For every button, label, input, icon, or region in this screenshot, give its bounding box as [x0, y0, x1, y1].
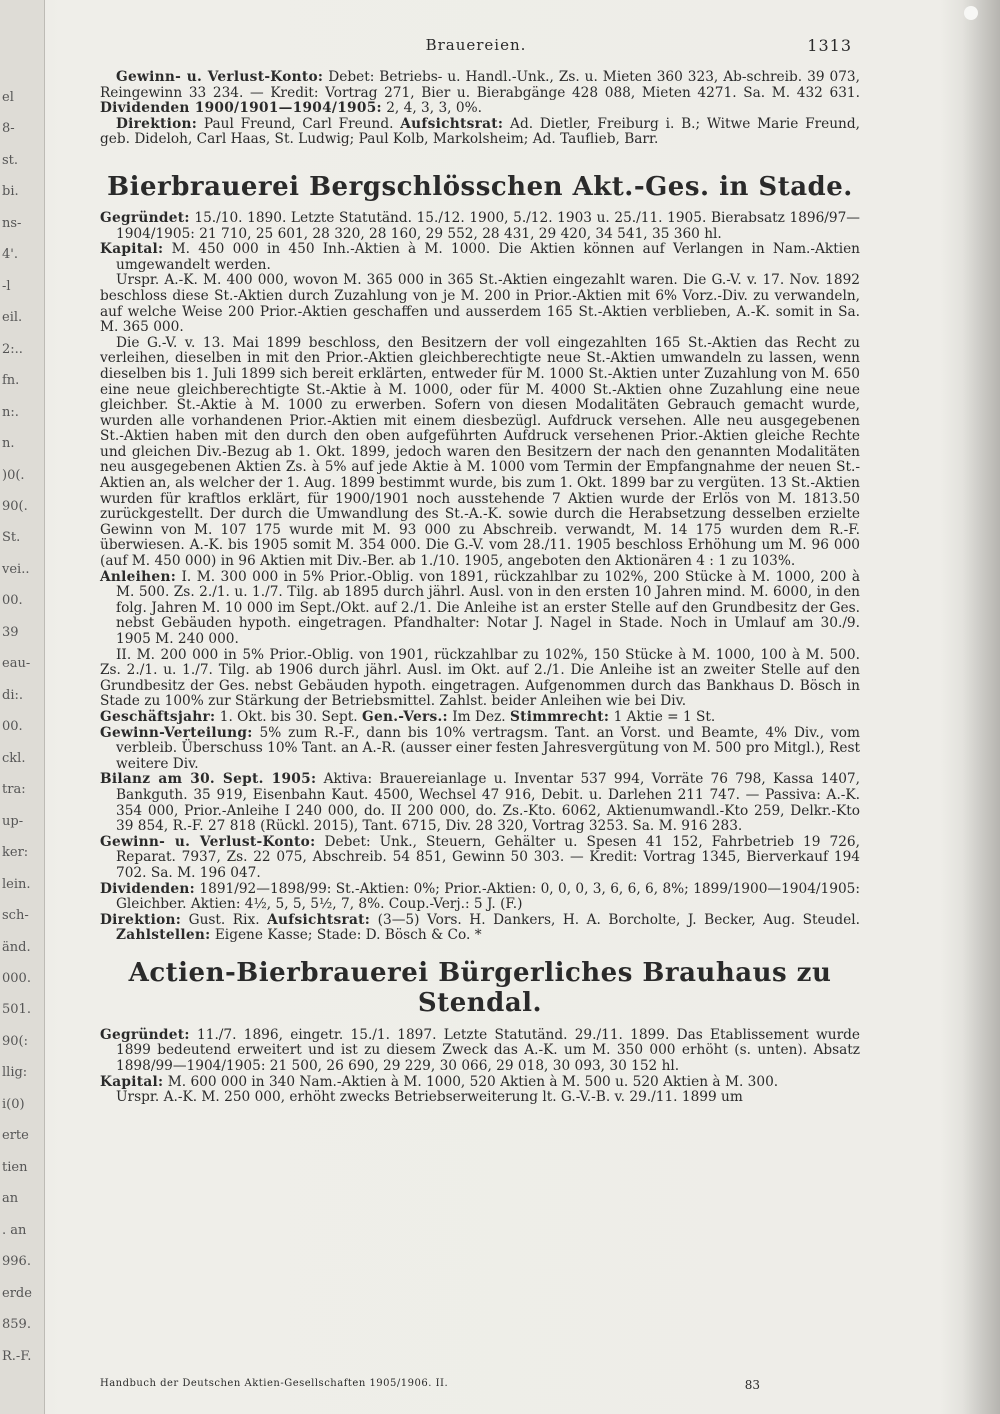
gutter-fragment: i(0): [2, 1096, 25, 1112]
guv-paragraph: [100, 835, 860, 882]
gutter-fragment: 4'.: [2, 247, 18, 263]
gutter-fragment: erde: [2, 1285, 32, 1301]
gutter-fragment: 90(.: [2, 499, 28, 515]
verteilung-text: 5% zum R.-F., dann bis 10% vertragsm. Tant. an Vorst. und Beamte, 4% Div., vom verbleib. Überschuss 10% Tant. an A.-R. (ausser einer festen Jahresvergütung von M. 500 pro Mitgl.), Rest weitere Div.: [116, 724, 860, 772]
gv-paragraph: Die G.-V. v. 13. Mai 1899 beschloss, den Besitzern der voll eingezahlten 165 St.-Aktien das Recht zu verleihen, dieselben in mit den Prior.-Aktien gleichberechtigte neue St.-Aktien umwandeln zu lassen, wenn dieselben bis 1. Juli 1899 sich bereit erklärten, entweder für M. 1000 St.-Aktien unter Zuzahlung von M. 650 eine neue gleichberechtigte St.-Aktie à M. 1000, oder für M. 4000 St.-Aktien ohne Zuzahlung eine neue gleichber. St.-Aktie à M. 1000 zu erwerben. Sofern von diesen Modalitäten Gebrauch gemacht wurde, wurden alle vorhandenen Prior.-Aktien mit einem diesbezügl. Aufdruck versehen. Alle neu ausgegebenen St.-Aktien haben mit den durch den oben aufgeführten Aufdruck versehenen Prior.-Aktien gleiche Rechte und gleichen Div.-Bezug ab 1. Okt. 1899, jedoch waren den Besitzern der nach den genannten Modalitäten neu ausgegebenen Aktien Zs. à 5% auf jede Aktie à M. 1000 vom Termin der Empfangnahme der neuen St.-Aktien an, als welcher der 1. Aug. 1899 bestimmt wurde, bis zum 1. Okt. 1899 bar zu vergüten. 13 St.-Aktien wurden für kraftlos erklärt, für 1900/1901 noch ausstehende 7 Aktien wurde der Erlös von M. 1813.50 zurückgestellt. Der durch die Umwandlung des St.-A.-K. sowie durch die Herabsetzung desselben erzielte Gewinn von M. 107 175 wurde mit M. 93 000 zu Abschreib. verwandt, M. 14 175 wurden dem R.-F. überwiesen. A.-K. bis 1905 somit M. 354 000. Die G.-V. vom 28./11. 1905 beschloss Erhöhung um M. 96 000 (auf M. 450 000) in 96 Aktien mit Div.-Ber. ab 1./10. 1905, angeboten den Aktionären 4 : 1 zu 103%.: [100, 334, 860, 570]
page-body: [100, 70, 860, 1106]
gutter-fragment: 00.: [2, 593, 23, 609]
gutter-fragment: -l: [2, 278, 11, 294]
gutter-fragment: tien: [2, 1159, 28, 1175]
bilanz-label: Bilanz am 30. Sept. 1905:: [100, 771, 317, 788]
gutter-fragment: n.: [2, 436, 15, 452]
gutter-fragment: up-: [2, 813, 24, 829]
company-heading-stade: Bierbrauerei Bergschlösschen Akt.-Ges. in Stade.: [107, 171, 853, 202]
gutter-fragment: 39: [2, 624, 19, 640]
gutter-fragment: 996.: [2, 1254, 31, 1270]
paper-spot: [964, 6, 978, 20]
dividenden-label: Dividenden 1900/1901—1904/1905:: [100, 100, 382, 117]
aufsichtsrat-text: Ad. Dietler, Freiburg i. B.; Witwe Marie Freund, geb. Dideloh, Carl Haas, St. Ludwig; Paul Kolb, Markolsheim; Ad. Tauflieb, Barr.: [100, 115, 860, 148]
kapital-stendal-label: Kapital:: [100, 1073, 164, 1090]
footer-signature-number: 83: [744, 1378, 760, 1392]
dividenden-stade-paragraph: [100, 882, 860, 913]
gutter-fragment: 90(:: [2, 1033, 28, 1049]
direktion-stade-text: Gust. Rix.: [181, 911, 260, 928]
gutter-fragment: änd.: [2, 939, 31, 955]
gegruendet-text: 15./10. 1890. Letzte Statutänd. 15./12. 1900, 5./12. 1903 u. 25./11. 1905. Bierabsatz 1896/97—1904/1905: 21 710, 25 601, 28 320, 28 160, 29 552, 28 431, 29 420, 34 541, 35 360 hl.: [116, 209, 860, 242]
direktion-stade-paragraph: [100, 913, 860, 944]
zahlstellen-label: Zahlstellen:: [116, 927, 211, 944]
gen-vers-text: Im Dez.: [447, 708, 506, 725]
kapital-paragraph: [100, 242, 860, 273]
guv-label: Gewinn- u. Verlust-Konto:: [100, 833, 316, 850]
gutter-fragment: lein.: [2, 876, 31, 892]
geschaeftsjahr-text: 1. Okt. bis 30. Sept.: [215, 708, 358, 725]
direktion-paragraph: [100, 117, 860, 148]
gutter-fragment: 000.: [2, 970, 31, 986]
gutter-fragment: an: [2, 1191, 19, 1207]
bilanz-text: Aktiva: Brauereianlage u. Inventar 537 994, Vorräte 76 798, Kassa 1407, Bankguth. 35 919, Eisenbahn Kaut. 4500, Wechsel 47 916, Debit. u. Darlehen 211 747. — Passiva: A.-K. 354 000, Prior.-Anleihe I 240 000, do. II 200 000, do. Zs.-Kto. 6062, Aktienumwandl.-Kto 259, Delkr.-Kto 39 854, R.-F. 27 818 (Rückl. 2015), Tant. 6715, Div. 28 320, Vortrag 3253. Sa. M. 916 283.: [116, 771, 860, 835]
guv-text: Debet: Unk., Steuern, Gehälter u. Spesen 41 152, Fahrbetrieb 19 726, Reparat. 7937, Zs. 22 075, Abschreib. 54 851, Gewinn 50 303. — Kredit: Vortrag 1345, Bierverkauf 194 702. Sa. M. 196 047.: [116, 833, 860, 881]
div-text: 1891/92—1898/99: St.-Aktien: 0%; Prior.-Aktien: 0, 0, 0, 3, 6, 6, 6, 8%; 1899/1900—1904/1905: Gleichber. Aktien: 4½, 5, 5, 5½, 7, 8%. Coup.-Verj.: 5 J. (F.): [116, 880, 860, 913]
gutter-fragment: di:.: [2, 687, 23, 703]
gutter-fragment: st.: [2, 152, 19, 168]
anleihen-ii-paragraph: II. M. 200 000 in 5% Prior.-Oblig. von 1901, rückzahlbar zu 102%, 150 Stücke à M. 1000, 100 à M. 500. Zs. 2./1. u. 1./7. Tilg. ab 1906 durch jährl. Ausl. im Okt. auf 2./1. Die Anleihe ist an zweiter Stelle auf den Grundbesitz der Ges. nebst Gebäuden hypoth. eingetragen. Aufgenommen durch das Bankhaus D. Bösch in Stade zu 100% zur Stärkung der Betriebsmittel. Zahlst. beider Anleihen wie bei Div.: [100, 646, 860, 710]
gutter-fragment: 859.: [2, 1317, 31, 1333]
kapital-text: M. 450 000 in 450 Inh.-Aktien à M. 1000. Die Aktien können auf Verlangen in Nam.-Aktien umgewandelt werden.: [116, 241, 860, 273]
gewinn-verlust-paragraph: [100, 70, 860, 117]
anleihen-paragraph: [100, 570, 860, 648]
gutter-fragment: bi.: [2, 184, 19, 200]
gutter-fragment: eil.: [2, 310, 23, 326]
footer-source: Handbuch der Deutschen Aktien-Gesellschaften 1905/1906. II.: [100, 1378, 449, 1389]
gegruendet-stendal-label: Gegründet:: [100, 1026, 190, 1043]
gutter-fragment: sch-: [2, 908, 29, 924]
gegruendet-paragraph: [100, 211, 860, 242]
gegruendet-stendal-paragraph: [100, 1028, 860, 1075]
gutter-fragment: fn.: [2, 373, 20, 389]
dividenden-text: 2, 4, 3, 3, 0%.: [381, 100, 482, 117]
gutter-fragment: ker:: [2, 845, 29, 861]
urspr-paragraph: Urspr. A.-K. M. 400 000, wovon M. 365 000 in 365 St.-Aktien eingezahlt waren. Die G.-V. v. 17. Nov. 1892 beschloss diese St.-Aktien durch Zuzahlung von je M. 200 in Prior.-Aktien mit 6% Vorz.-Div. zu verwandeln, auf welche Weise 200 Prior.-Aktien geschaffen und ausserdem 165 St.-Aktien verblieben, A.-K. somit in Sa. M. 365 000.: [100, 272, 860, 336]
running-title: Brauereien.: [425, 36, 527, 54]
kapital-stendal-text: M. 600 000 in 340 Nam.-Aktien à M. 1000, 520 Aktien à M. 500 u. 520 Aktien à M. 300.: [163, 1073, 779, 1090]
kapital-label: Kapital:: [100, 241, 164, 258]
div-label: Dividenden:: [100, 880, 196, 897]
urspr-stendal-paragraph: Urspr. A.-K. M. 250 000, erhöht zwecks Betriebserweiterung lt. G.-V.-B. v. 29./11. 1899 um: [116, 1089, 743, 1106]
stimmrecht-label: Stimmrecht:: [509, 708, 610, 725]
gutter-fragment: erte: [2, 1128, 29, 1144]
gutter-fragment: ns-: [2, 215, 22, 231]
verteilung-label: Gewinn-Verteilung:: [100, 724, 253, 741]
bilanz-paragraph: [100, 772, 860, 834]
aufsichtsrat-label: Aufsichtsrat:: [400, 115, 504, 132]
gutter-fragment: 2:..: [2, 341, 23, 357]
zahlstellen-text: Eigene Kasse; Stade: D. Bösch & Co. *: [210, 927, 482, 944]
direktion-stade-label: Direktion:: [100, 911, 182, 928]
gutter-fragment: . an: [2, 1222, 27, 1238]
gutter-fragment: el: [2, 90, 14, 105]
direktion-label: Direktion:: [116, 115, 198, 132]
gutter-fragment: 00.: [2, 719, 23, 735]
page-shadow: [962, 0, 1000, 1414]
anleihen-text: I. M. 300 000 in 5% Prior.-Oblig. von 1891, rückzahlbar zu 102%, 200 Stücke à M. 1000, 200 à M. 500. Zs. 2./1. u. 1./7. Tilg. ab 1895 durch jährl. Ausl. von in den ersten 10 Jahren mind. M. 6000, in den folg. Jahren M. 10 000 im Sept./Okt. auf 2./1. Die Anleihe ist an erster Stelle auf den Grundbesitz der Ges. nebst Gebäuden hypoth. eingetragen. Pfandhalter: Notar J. Nagel in Stade. Noch in Umlauf am 30./9. 1905 M. 240 000.: [116, 568, 860, 647]
adjacent-page-edge: [0, 0, 45, 1414]
page-header: [100, 36, 852, 56]
page-footer: [100, 1378, 760, 1394]
gutter-fragment: 501.: [2, 1002, 31, 1018]
gen-vers-label: Gen.-Vers.:: [361, 708, 448, 725]
gutter-fragment: )0(.: [2, 467, 25, 483]
company-heading-stendal: Actien-Bierbrauerei Bürgerliches Brauhaus zu Stendal.: [128, 957, 832, 1018]
gutter-fragment: eau-: [2, 656, 31, 672]
gutter-fragment: St.: [2, 530, 21, 546]
gewinn-text: Debet: Betriebs- u. Handl.-Unk., Zs. u. Mieten 360 323, Ab-schreib. 39 073, Reingewinn 33 234. — Kredit: Vortrag 271, Bier u. Bierabgänge 428 088, Mieten 4271. Sa. M. 432 631.: [100, 69, 860, 101]
direktion-text: Paul Freund, Carl Freund.: [197, 115, 394, 132]
page-number: 1313: [807, 36, 852, 55]
ar-text: (3—5) Vors. H. Dankers, H. A. Borcholte, J. Becker, Aug. Steudel.: [370, 911, 860, 928]
stimmrecht-text: 1 Aktie = 1 St.: [609, 708, 716, 725]
kapital-stendal-paragraph: [100, 1075, 860, 1091]
geschaeftsjahr-paragraph: [100, 710, 860, 726]
gewinn-verteilung-paragraph: [100, 726, 860, 773]
gutter-fragment: ckl.: [2, 750, 26, 766]
gegruendet-label: Gegründet:: [100, 209, 190, 226]
gutter-fragment: n:.: [2, 404, 19, 420]
ar-label: Aufsichtsrat:: [267, 911, 371, 928]
anleihen-label: Anleihen:: [100, 568, 177, 585]
geschaeftsjahr-label: Geschäftsjahr:: [100, 708, 216, 725]
gutter-fragment: vei..: [2, 561, 30, 577]
gegruendet-stendal-text: 11./7. 1896, eingetr. 15./1. 1897. Letzte Statutänd. 29./11. 1899. Das Etablissement wurde 1899 bedeutend erweitert und ist zu diesem Zweck das A.-K. um M. 350 000 erhöht (s. unten). Absatz 1898/99—1904/1905: 21 500, 26 690, 29 229, 30 066, 29 018, 30 093, 30 152 hl.: [116, 1026, 860, 1075]
gutter-fragment: 8-: [2, 121, 15, 137]
gewinn-label: Gewinn- u. Verlust-Konto:: [116, 69, 324, 85]
gutter-fragment: llig:: [2, 1065, 28, 1081]
gutter-fragment: R.-F.: [2, 1348, 32, 1364]
gutter-fragment: tra:: [2, 782, 26, 798]
